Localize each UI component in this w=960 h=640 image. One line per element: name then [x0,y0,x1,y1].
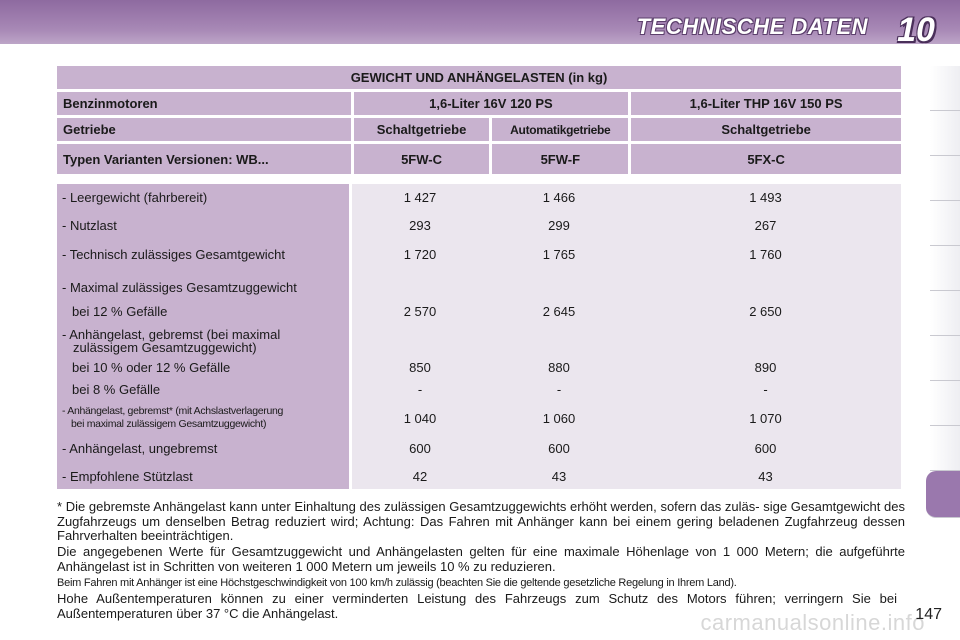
type-2: 5FW-F [489,144,628,174]
page-title: TECHNISCHE DATEN [636,14,868,39]
cell-value: 2 570 [403,304,437,319]
gearbox-label: Getriebe [57,118,351,141]
cell-value: 880 [548,360,570,375]
row-label: - Leergewicht (fahrbereit) [62,190,208,205]
side-tab [930,336,960,381]
gearbox-row [57,118,901,141]
side-tab [930,381,960,426]
row-label: - Anhängelast, gebremst (bei maximal [62,327,281,342]
type-1: 5FW-C [351,144,490,174]
side-tab [930,246,960,291]
side-tab [930,111,960,156]
side-tab [930,156,960,201]
row-label: - Anhängelast, gebremst* (mit Achslastverlagerung [62,405,284,417]
row-sublabel: bei 12 % Gefälle [72,304,168,319]
cell-value: 600 [548,441,570,456]
chapter-number-badge: 10 [897,11,935,49]
cell-value: 267 [754,218,777,233]
side-tab-active [926,471,960,518]
side-tab [930,426,960,471]
note-altitude: Die angegebenen Werte für Gesamtzuggewicht und Anhängelasten gelten für eine maximale Höhenlage von 1 000 Metern; die aufgeführte Anhängelast ist in Schritten von weiteren 1 000 Metern um jeweils 10 % zu reduzieren. [57,544,905,574]
engine-label: Benzinmotoren [57,92,351,115]
cell-value: - [417,382,423,397]
note-temperature: Hohe Außentemperaturen können zu einer verminderten Leistung des Fahrzeugs zum Schutz des Motors führen; verringern Sie bei Außentemperaturen über 37 °C die Anhängelast. [57,591,897,621]
types-row [57,144,901,174]
row-sublabel: bei 10 % oder 12 % Gefälle [72,360,231,375]
cell-value: 1 466 [542,190,576,205]
type-3: 5FX-C [628,144,901,174]
row-sublabel: bei 8 % Gefälle [72,382,161,397]
cell-value: 299 [548,218,570,233]
cell-value: 43 [551,469,567,484]
footnote-braked-load: * Die gebremste Anhängelast kann unter Einhaltung des zulässigen Gesamtzuggewichts erhöht werden, sofern das zuläs- sige Gesamtgewicht des Zugfahrzeugs um denselben Betrag reduziert wird; Achtung: Das Fahren mit Anhänger kann bei einem gering beladenen Zugfahrzeug dessen Fahrverhalten beeinträchtigen. [57,499,905,543]
row-label: - Empfohlene Stützlast [62,469,193,484]
gearbox-2: Automatikgetriebe [489,118,628,141]
cell-value: 1 760 [749,247,782,262]
row-label: - Technisch zulässiges Gesamtgewicht [62,247,286,262]
engine-1: 1,6-Liter 16V 120 PS [351,92,629,115]
table-title-row [57,66,901,89]
page-number: 147 [915,606,942,623]
row-label: - Nutzlast [62,218,117,233]
engine-row [57,92,901,115]
watermark: carmanualsonline.info [700,610,925,635]
cell-value: 42 [412,469,428,484]
cell-value: 1 060 [542,411,576,426]
table-body [57,184,901,489]
gearbox-3: Schaltgetriebe [628,118,901,141]
cell-value: 1 720 [403,247,437,262]
side-tab [930,291,960,336]
cell-value: 2 650 [749,304,782,319]
gearbox-1: Schaltgetriebe [351,118,490,141]
cell-value: 600 [409,441,431,456]
cell-value: 43 [758,469,773,484]
cell-value: 1 427 [403,190,437,205]
cell-value: 2 645 [542,304,576,319]
cell-value: - [763,382,768,397]
cell-value: 1 040 [403,411,437,426]
row-label: - Anhängelast, ungebremst [62,441,218,456]
types-label: Typen Varianten Versionen: WB... [57,144,351,174]
weights-table [57,63,901,177]
header-divider [0,44,960,52]
side-tab [930,66,960,111]
row-label: - Maximal zulässiges Gesamtzuggewicht [62,280,297,295]
cell-value: 1 070 [749,411,782,426]
row-label-continued: zulässigem Gesamtzuggewicht) [73,340,257,355]
cell-value: 1 765 [542,247,576,262]
note-speed-limit: Beim Fahren mit Anhänger ist eine Höchstgeschwindigkeit von 100 km/h zulässig (beachten Sie die geltende gesetzliche Regelung in Ihrem Land). [57,577,737,589]
chapter-side-tabs [926,66,960,556]
cell-value: 850 [409,360,431,375]
side-tab [930,201,960,246]
cell-value: 1 493 [749,190,782,205]
table-title: GEWICHT UND ANHÄNGELASTEN (in kg) [57,66,901,89]
row-label-continued: bei maximal zulässigem Gesamtzuggewicht) [71,418,267,430]
cell-value: 293 [409,218,431,233]
engine-2: 1,6-Liter THP 16V 150 PS [628,92,901,115]
cell-value: 890 [754,360,777,375]
cell-value: 600 [754,441,777,456]
cell-value: - [556,382,562,397]
